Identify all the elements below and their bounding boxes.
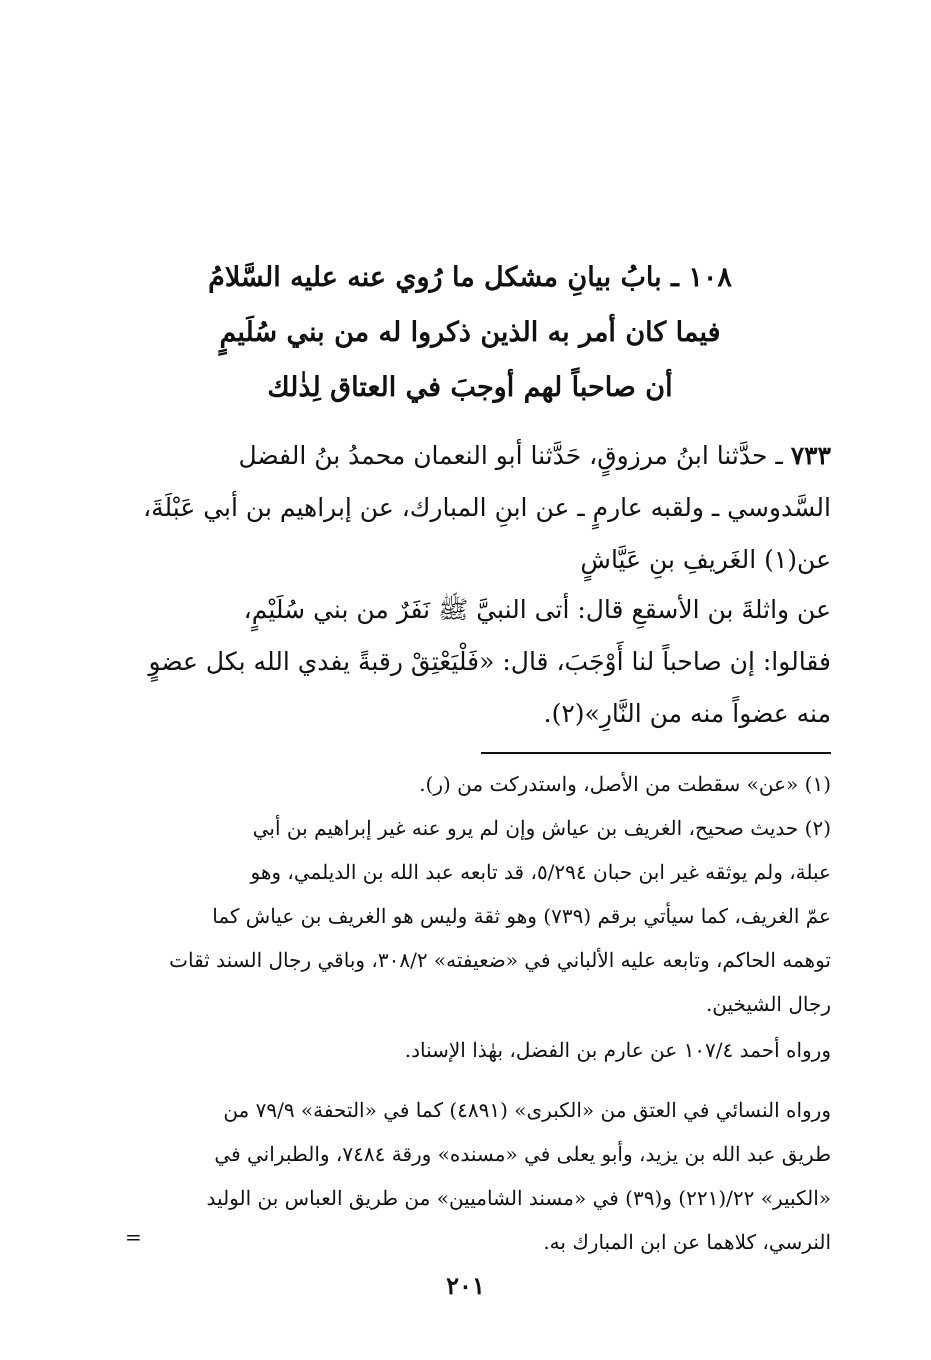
hadith-isnad (106, 430, 831, 586)
hadith-matn (106, 584, 831, 740)
footnote-2-line-5: رجال الشيخين. (705, 992, 831, 1016)
continued-mark: = (125, 1225, 142, 1249)
matn-line-3: منه عضواً منه من النَّارِ»(٢). (543, 699, 831, 728)
matn-line-2: فقالوا: إن صاحباً لنا أَوْجَبَ، قال: «فَلْيَعْتِقْ رقبةً يفدي الله بكل عضوٍ (148, 647, 831, 676)
footnote-separator (481, 752, 831, 754)
footnote-2-line-4: توهمه الحاكم، وتابعه عليه الألباني في «ضعيفته» ٣٠٨/٢، وباقي رجال السند ثقات (169, 948, 831, 972)
footnote-2-line-3: عمّ الغريف، كما سيأتي برقم (٧٣٩) وهو ثقة وليس هو الغريف بن عياش كما (212, 904, 831, 928)
footnote-4-line-4: النرسي، كلاهما عن ابن المبارك به. (543, 1230, 831, 1254)
footnote-2-line-1: (٢) حديث صحيح، الغريف بن عياش وإن لم يرو عنه غير إبراهيم بن أبي (252, 816, 831, 840)
chapter-heading (110, 250, 830, 415)
footnote-2-line-2: عبلة، ولم يوثقه غير ابن حبان ٥/٢٩٤، قد تابعه عبد الله بن الديلمي، وهو (250, 860, 831, 884)
footnote-2-continuation-nasai (101, 1088, 831, 1264)
isnad-line-3: عن(١) الغَريفِ بنِ عَيَّاشٍ (580, 545, 831, 574)
hadith-number: ٧٣٣ (790, 441, 831, 470)
isnad-line-1-text: ـ حدَّثنا ابنُ مرزوقٍ، حَدَّثنا أبو النعمان محمدُ بنُ الفضل (238, 441, 783, 470)
footnote-3-line-1: ورواه أحمد ١٠٧/٤ عن عارم بن الفضل، بهٰذا الإسناد. (404, 1038, 831, 1062)
footnote-4-line-2: طريق عبد الله بن يزيد، وأبو يعلى في «مسنده» ورقة ٧٤٨٤، والطبراني في (214, 1142, 831, 1166)
footnote-1-line-1: (١) «عن» سقطت من الأصل، واستدركت من (ر). (419, 772, 831, 796)
isnad-line-2: السَّدوسي ـ ولقبه عارمٍ ـ عن ابنِ المبارك، عن إبراهيم بن أبي عَبْلَةَ، (143, 493, 831, 522)
page-number: ٢٠١ (446, 1271, 485, 1300)
chapter-title-line-3: أن صاحباً لهم أوجبَ في العتاق لِذٰلك (267, 372, 673, 403)
isnad-line-1 (106, 430, 831, 482)
chapter-title-line-2: فيما كان أمر به الذين ذكروا له من بني سُلَيمٍ (219, 317, 721, 348)
footnote-4-line-1: ورواه النسائي في العتق من «الكبرى» (٤٨٩١) كما في «التحفة» ٧٩/٩ من (223, 1098, 831, 1122)
footnote-2 (101, 806, 831, 1026)
footnote-1 (101, 762, 831, 806)
footnote-4-line-3: «الكبير» ٢٢/(٢٢١) و(٣٩) في «مسند الشاميين» من طريق العباس بن الوليد (206, 1186, 831, 1210)
matn-line-1: عن واثلةَ بن الأسقعِ قال: أتى النبيَّ ﷺ نَفَرٌ من بني سُلَيْمٍ، (243, 595, 831, 624)
chapter-title-line-1: ١٠٨ ـ بابُ بيانِ مشكل ما رُوي عنه عليه السَّلامُ (208, 262, 732, 293)
footnote-2-continuation-ahmad (101, 1028, 831, 1072)
